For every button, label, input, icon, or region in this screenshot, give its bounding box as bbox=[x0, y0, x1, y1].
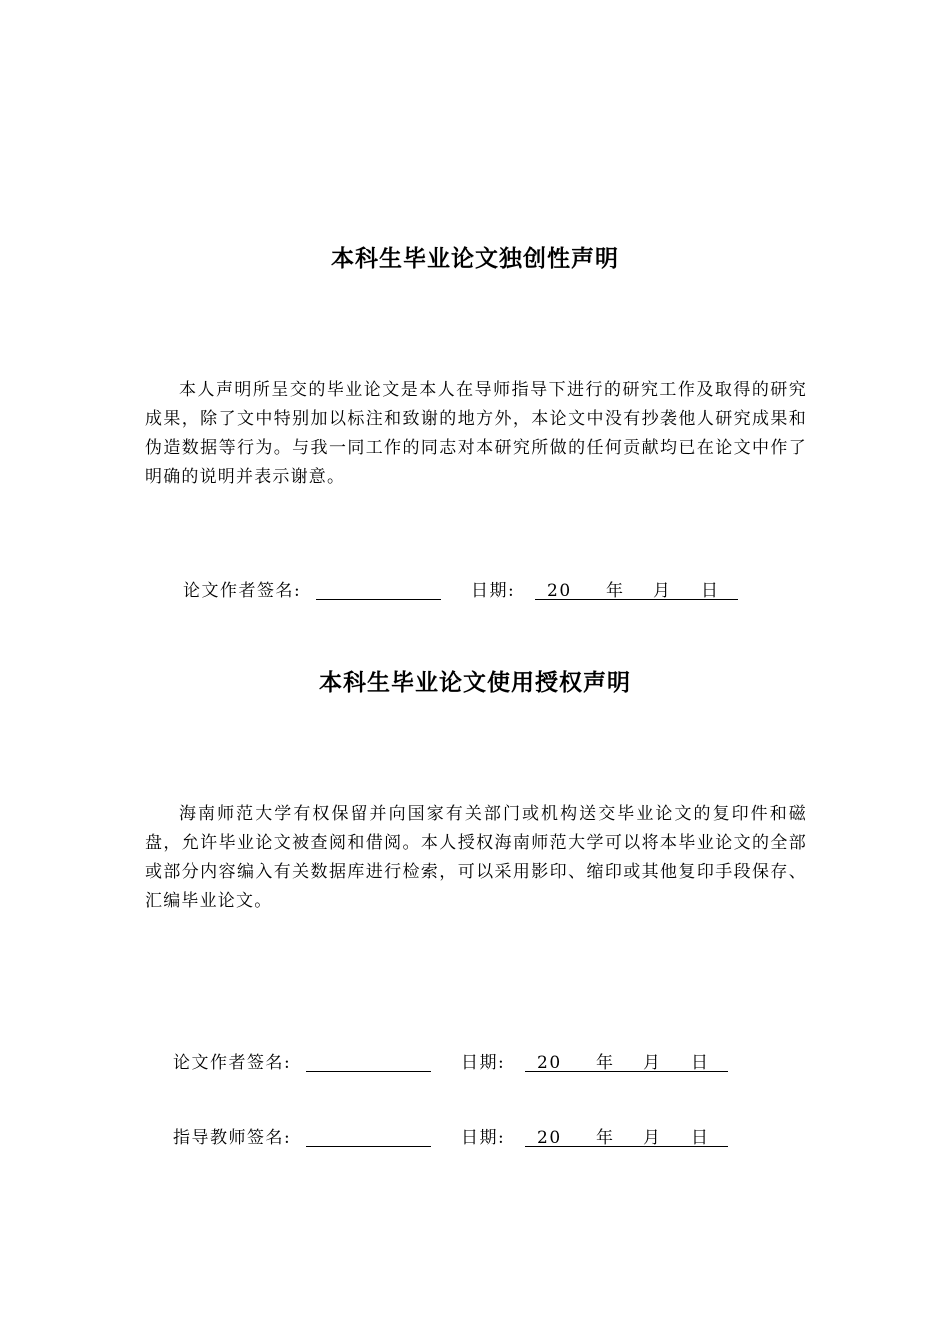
date-month-char: 月 bbox=[643, 1053, 662, 1073]
date-month-char: 月 bbox=[653, 581, 672, 601]
originality-title: 本科生毕业论文独创性声明 bbox=[331, 246, 619, 272]
advisor-signature-field[interactable] bbox=[306, 1146, 431, 1147]
author-signature-field[interactable] bbox=[306, 1071, 431, 1072]
date-label: 日期: bbox=[471, 581, 516, 601]
date-label: 日期: bbox=[461, 1128, 506, 1148]
date-year-prefix: 20 bbox=[537, 1128, 562, 1148]
authorization-advisor-signature-row bbox=[173, 1126, 733, 1150]
authorization-body: 海南师范大学有权保留并向国家有关部门或机构送交毕业论文的复印件和磁盘，允许毕业论文被查阅和借阅。本人授权海南师范大学可以将本毕业论文的全部或部分内容编入有关数据库进行检索，可以采用影印、缩印或其他复印手段保存、汇编毕业论文。 bbox=[145, 804, 807, 911]
date-year-char: 年 bbox=[596, 1053, 615, 1073]
originality-body: 本人声明所呈交的毕业论文是本人在导师指导下进行的研究工作及取得的研究成果，除了文中特别加以标注和致谢的地方外，本论文中没有抄袭他人研究成果和伪造数据等行为。与我一同工作的同志对本研究所做的任何贡献均已在论文中作了明确的说明并表示谢意。 bbox=[145, 380, 807, 487]
date-day-char: 日 bbox=[701, 581, 720, 601]
date-year-char: 年 bbox=[606, 581, 625, 601]
date-year-prefix: 20 bbox=[537, 1053, 562, 1073]
date-year-prefix: 20 bbox=[547, 581, 572, 601]
date-day-char: 日 bbox=[691, 1128, 710, 1148]
authorization-title: 本科生毕业论文使用授权声明 bbox=[319, 670, 631, 696]
author-sign-label: 论文作者签名: bbox=[173, 1053, 292, 1073]
author-sign-label: 论文作者签名: bbox=[183, 581, 302, 601]
originality-signature-row bbox=[183, 579, 743, 603]
date-day-char: 日 bbox=[691, 1053, 710, 1073]
authorization-author-signature-row bbox=[173, 1051, 733, 1075]
advisor-sign-label: 指导教师签名: bbox=[173, 1128, 292, 1148]
author-signature-field[interactable] bbox=[316, 599, 441, 600]
date-year-char: 年 bbox=[596, 1128, 615, 1148]
date-label: 日期: bbox=[461, 1053, 506, 1073]
date-month-char: 月 bbox=[643, 1128, 662, 1148]
